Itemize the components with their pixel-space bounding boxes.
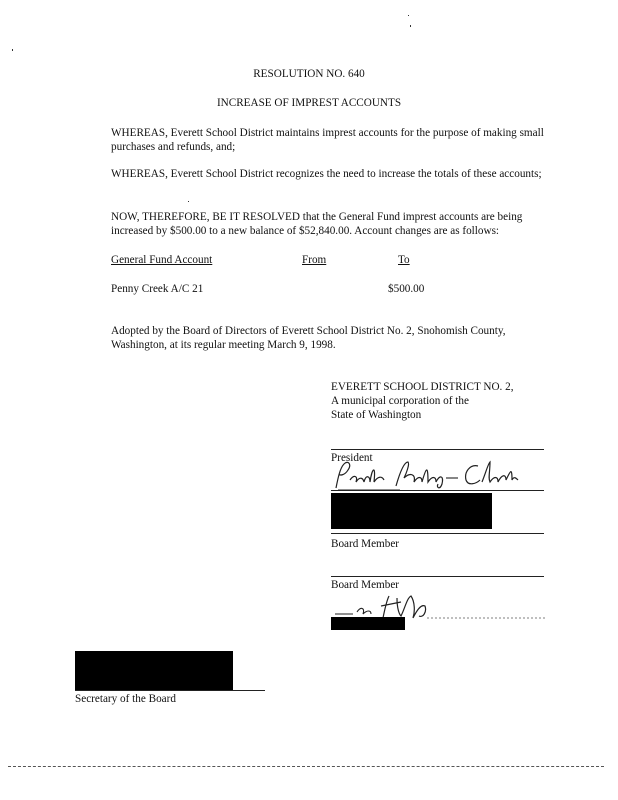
president-signature	[330, 458, 520, 494]
signature-line-president	[331, 490, 544, 491]
table-header-account: General Fund Account	[111, 254, 213, 266]
scan-speck	[12, 49, 13, 51]
scan-speck	[410, 25, 411, 27]
table-row-account: Penny Creek A/C 21	[111, 283, 204, 295]
redaction-block	[331, 617, 405, 630]
table-header-to: To	[398, 254, 410, 266]
signature-line-board-member-1	[331, 533, 544, 534]
district-name: EVERETT SCHOOL DISTRICT NO. 2,	[331, 381, 514, 393]
adoption-paragraph: Adopted by the Board of Directors of Everett School District No. 2, Snohomish County, Washington, at its regular meeting March 9, 1998.	[111, 325, 506, 351]
district-state-line: State of Washington	[331, 409, 422, 421]
board-member-label-1: Board Member	[331, 538, 400, 550]
table-row-to: $500.00	[388, 283, 425, 295]
scan-speck	[408, 15, 409, 16]
resolved-paragraph	[111, 210, 561, 238]
resolution-subtitle: INCREASE OF IMPREST ACCOUNTS	[216, 97, 402, 109]
scan-speck	[188, 201, 189, 202]
signature-line-top	[331, 449, 544, 450]
scan-bottom-edge	[8, 766, 604, 767]
whereas-paragraph-2: WHEREAS, Everett School District recognizes the need to increase the totals of these accounts;	[111, 168, 542, 180]
redaction-block	[75, 651, 233, 690]
resolved-rest: that the General Fund imprest accounts are being increased by $500.00 to a new balance of $52,840.00. Account changes are as follows:	[111, 211, 523, 237]
president-label: President	[331, 452, 373, 464]
whereas-paragraph-1: WHEREAS, Everett School District maintains imprest accounts for the purpose of making small purchases and refunds, and;	[111, 127, 544, 153]
signature-line-board-member-2	[331, 576, 544, 577]
resolved-lead: NOW, THEREFORE, BE IT RESOLVED	[111, 211, 300, 223]
secretary-label: Secretary of the Board	[75, 693, 176, 705]
board-member-label-2: Board Member	[331, 579, 400, 591]
resolution-title: RESOLUTION NO. 640	[253, 68, 365, 80]
signature-line-secretary	[75, 690, 265, 691]
redaction-block	[331, 493, 492, 529]
table-header-from: From	[302, 254, 327, 266]
district-corporation-line: A municipal corporation of the	[331, 395, 469, 407]
